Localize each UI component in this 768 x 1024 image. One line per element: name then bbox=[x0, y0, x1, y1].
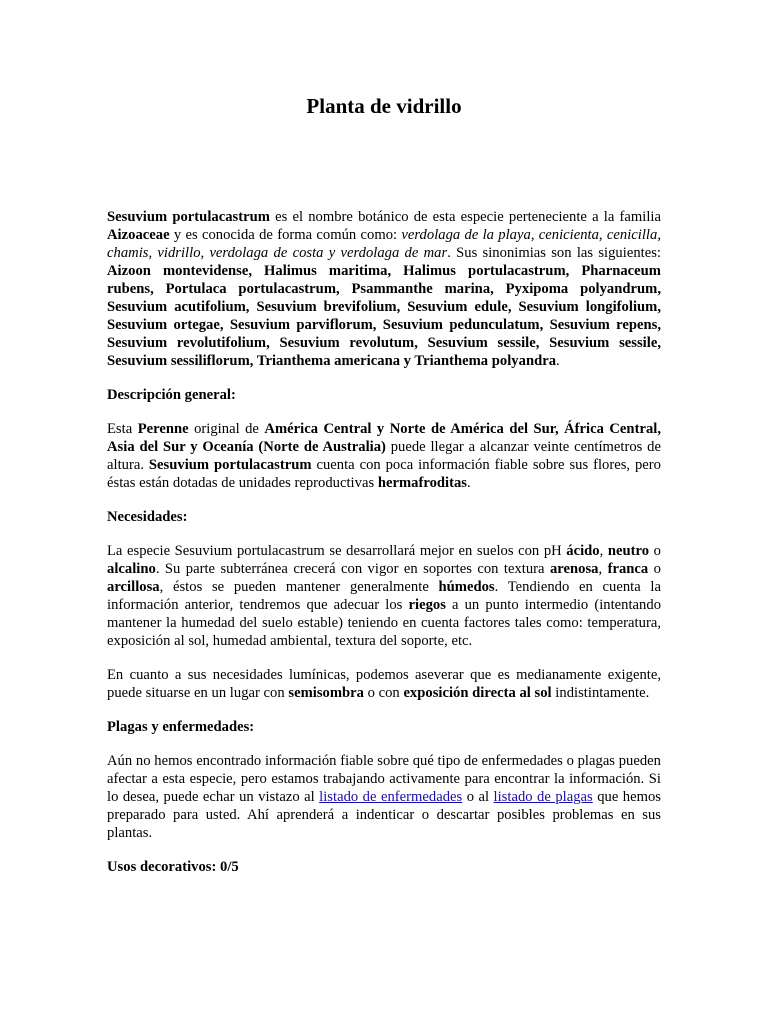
intro-paragraph bbox=[107, 208, 661, 370]
ph-value: ácido bbox=[566, 543, 600, 559]
light-level: semisombra bbox=[288, 685, 364, 701]
text-span: En cuanto a sus necesidades lumínicas, podemos aseverar que es medianamente exigente, puede situarse en un lugar con bbox=[107, 667, 661, 701]
text-span: o bbox=[649, 543, 661, 559]
text-span: . bbox=[556, 353, 560, 369]
botanical-name: Sesuvium portulacastrum bbox=[107, 209, 270, 225]
soil-texture: arcillosa bbox=[107, 579, 160, 595]
ph-value: neutro bbox=[607, 543, 650, 559]
soil-texture: arenosa bbox=[549, 561, 599, 577]
text-span: , éstos se pueden mantener generalmente bbox=[159, 579, 439, 595]
ph-value: alcalino bbox=[107, 561, 156, 577]
text-span: que hemos preparado para usted. Ahí aprenderá a indenticar o descartar posibles problemas en sus plantas. bbox=[107, 789, 661, 841]
family-name: Aizoaceae bbox=[107, 227, 170, 243]
light-level: exposición directa al sol bbox=[403, 685, 552, 701]
common-names: verdolaga de la playa, cenicienta, cenicilla, chamis, vidrillo, verdolaga de costa y verdolaga de mar bbox=[107, 227, 661, 261]
soil-moisture: húmedos bbox=[438, 579, 495, 595]
watering: riegos bbox=[408, 597, 446, 613]
text-span: . Tendiendo en cuenta la información anterior, tendremos que adecuar los bbox=[107, 579, 662, 613]
text-span: , bbox=[598, 561, 608, 577]
text-span: indistintamente. bbox=[551, 685, 650, 701]
text-span: . bbox=[467, 475, 471, 491]
heading-plagas: Plagas y enfermedades: bbox=[107, 719, 255, 735]
text-span: y es conocida de forma común como: bbox=[169, 227, 402, 243]
needs-paragraph bbox=[107, 542, 661, 650]
text-span: Aún no hemos encontrado información fiable sobre qué tipo de enfermedades o plagas pueden afectar a esta especie, pero estamos trabajando activamente para encontrar la información. Si lo desea, puede echar un vistazo al bbox=[107, 753, 661, 805]
document-body bbox=[107, 208, 661, 876]
text-span: , bbox=[599, 543, 608, 559]
text-span: . Su parte subterránea crecerá con vigor en soportes con textura bbox=[155, 561, 550, 577]
heading-usos: Usos decorativos: 0/5 bbox=[107, 859, 239, 875]
text-span: a un punto intermedio (intentando mantener la humedad del suelo estable) teniendo en cuenta factores tales como: temperatura, exposición al sol, humedad ambiental, textura del soporte, etc. bbox=[107, 597, 662, 649]
lifecycle: Perenne bbox=[137, 421, 189, 437]
synonyms: Aizoon montevidense, Halimus maritima, Halimus portulacastrum, Pharnaceum rubens, Portulaca portulacastrum, Psammanthe marina, Pyxipoma polyandrum, Sesuvium acutifolium, Sesuvium brevifolium, Sesuvium edule, Sesuvium longifolium, Sesuvium ortegae, Sesuvium parviflorum, Sesuvium pedunculatum, Sesuvium repens, Sesuvium revolutifolium, Sesuvium revolutum, Sesuvium sessile, Sesuvium sessile, Sesuvium sessiliflorum, Trianthema americana y Trianthema polyandra bbox=[107, 263, 661, 369]
text-span: o con bbox=[363, 685, 404, 701]
text-span: o al bbox=[462, 789, 494, 805]
text-span: cuenta con poca información fiable sobre sus flores, pero éstas están dotadas de unidades reproductivas bbox=[107, 457, 661, 491]
soil-texture: franca bbox=[607, 561, 649, 577]
text-span: . Sus sinonimias son las siguientes: bbox=[447, 245, 661, 261]
page-title: Planta de vidrillo bbox=[306, 94, 462, 118]
flower-type: hermafroditas bbox=[377, 475, 467, 491]
description-paragraph bbox=[107, 420, 661, 492]
text-span: o bbox=[648, 561, 661, 577]
botanical-name: Sesuvium portulacastrum bbox=[148, 457, 312, 473]
light-paragraph bbox=[107, 666, 661, 702]
text-span: puede llegar a alcanzar veinte centímetros de altura. bbox=[107, 439, 661, 473]
heading-necesidades: Necesidades: bbox=[107, 509, 188, 525]
text-span: Esta bbox=[107, 421, 138, 437]
pests-list-link[interactable]: listado de plagas bbox=[493, 789, 593, 805]
text-span: es el nombre botánico de esta especie perteneciente a la familia bbox=[269, 209, 661, 225]
pests-paragraph bbox=[107, 752, 661, 842]
diseases-list-link[interactable]: listado de enfermedades bbox=[319, 789, 463, 805]
origin-regions: América Central y Norte de América del Sur, África Central, Asia del Sur y Oceanía (Norte de Australia) bbox=[107, 421, 662, 455]
text-span: La especie Sesuvium portulacastrum se desarrollará mejor en suelos con pH bbox=[107, 543, 567, 559]
text-span: original de bbox=[188, 421, 265, 437]
heading-descripcion: Descripción general: bbox=[107, 387, 236, 403]
